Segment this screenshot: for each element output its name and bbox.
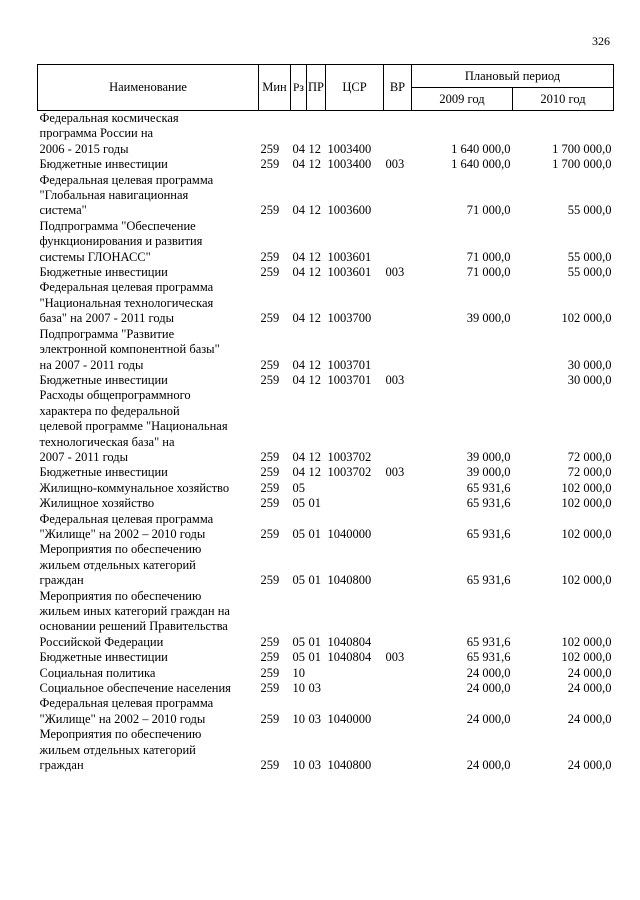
row-rz: 10 — [292, 665, 305, 680]
row-csr: 1003700 — [327, 311, 372, 326]
header-min: Мин — [259, 65, 291, 111]
row-amount-2009: 39 000,0 — [466, 449, 511, 464]
header-rz: Рз — [291, 65, 307, 111]
row-csr: 1003702 — [327, 449, 372, 464]
row-amount-2010: 24 000,0 — [567, 758, 612, 773]
row-amount-2010: 102 000,0 — [561, 480, 612, 495]
row-min: 259 — [260, 265, 280, 280]
row-amount-2010: 24 000,0 — [567, 711, 612, 726]
table-row — [38, 388, 614, 465]
header-year-2010: 2010 год — [513, 88, 614, 111]
row-min: 259 — [260, 141, 280, 156]
row-amount-2009: 65 931,6 — [466, 480, 511, 495]
row-name: Подпрограмма "Развитие электронной компонентной базы" на 2007 - 2011 годы — [39, 326, 220, 372]
row-min: 259 — [260, 357, 280, 372]
row-rz: 04 — [292, 265, 305, 280]
row-name: Бюджетные инвестиции — [39, 372, 168, 387]
row-pr: 12 — [308, 372, 321, 387]
table-row — [38, 496, 614, 511]
row-pr: 03 — [308, 711, 321, 726]
row-amount-2010: 24 000,0 — [567, 665, 612, 680]
table-row — [38, 696, 614, 727]
row-csr: 1003701 — [327, 357, 372, 372]
row-amount-2009: 71 000,0 — [466, 203, 511, 218]
row-min: 259 — [260, 372, 280, 387]
row-rz: 10 — [292, 758, 305, 773]
row-name: Бюджетные инвестиции — [39, 265, 168, 280]
row-rz: 04 — [292, 372, 305, 387]
row-csr: 1040800 — [327, 573, 372, 588]
row-csr: 1003701 — [327, 372, 372, 387]
row-amount-2009: 65 931,6 — [466, 573, 511, 588]
table-row — [38, 265, 614, 280]
row-rz: 04 — [292, 449, 305, 464]
row-vr: 003 — [385, 372, 405, 387]
row-amount-2009: 65 931,6 — [466, 526, 511, 541]
row-min: 259 — [260, 465, 280, 480]
row-vr — [384, 219, 412, 265]
table-row — [38, 666, 614, 681]
row-vr — [384, 696, 412, 727]
table-row — [38, 373, 614, 388]
header-year-2009: 2009 год — [412, 88, 513, 111]
row-rz: 04 — [292, 465, 305, 480]
row-rz: 04 — [292, 249, 305, 264]
row-name: Жилищное хозяйство — [39, 496, 155, 511]
row-pr: 12 — [308, 249, 321, 264]
row-pr: 12 — [308, 203, 321, 218]
row-vr — [384, 727, 412, 773]
row-vr — [384, 542, 412, 588]
row-pr: 01 — [308, 650, 321, 665]
row-name: Мероприятия по обеспечению жильем иных категорий граждан на основании решений Правительства Российской Федерации — [39, 588, 230, 649]
row-csr: 1040800 — [327, 758, 372, 773]
row-pr: 12 — [308, 465, 321, 480]
row-pr: 12 — [308, 311, 321, 326]
row-amount-2010: 102 000,0 — [561, 311, 612, 326]
row-csr: 1040000 — [327, 526, 372, 541]
header-vr: ВР — [384, 65, 412, 111]
row-name: Федеральная целевая программа "Глобальная навигационная система" — [39, 172, 214, 218]
row-name: Бюджетные инвестиции — [39, 465, 168, 480]
row-vr: 003 — [385, 265, 405, 280]
row-pr: 01 — [308, 496, 321, 511]
row-min: 259 — [260, 681, 280, 696]
row-min: 259 — [260, 203, 280, 218]
row-amount-2010: 24 000,0 — [567, 681, 612, 696]
row-pr — [307, 481, 326, 496]
row-vr: 003 — [385, 465, 405, 480]
row-min: 259 — [260, 496, 280, 511]
row-pr: 01 — [308, 634, 321, 649]
row-amount-2010: 55 000,0 — [567, 265, 612, 280]
row-csr — [326, 481, 384, 496]
row-vr — [384, 327, 412, 373]
row-name: Федеральная целевая программа "Национальная технологическая база" на 2007 - 2011 годы — [39, 280, 214, 326]
row-name: Федеральная космическая программа России на 2006 - 2015 годы — [39, 111, 179, 156]
header-name: Наименование — [38, 65, 259, 111]
row-amount-2010: 102 000,0 — [561, 634, 612, 649]
row-amount-2010: 72 000,0 — [567, 465, 612, 480]
row-csr: 1003600 — [327, 203, 372, 218]
row-min: 259 — [260, 480, 280, 495]
row-rz: 05 — [292, 573, 305, 588]
row-amount-2010: 72 000,0 — [567, 449, 612, 464]
row-rz: 04 — [292, 157, 305, 172]
row-rz: 05 — [292, 526, 305, 541]
row-rz: 05 — [292, 496, 305, 511]
row-amount-2010: 102 000,0 — [561, 526, 612, 541]
row-amount-2009: 39 000,0 — [466, 465, 511, 480]
row-amount-2009: 71 000,0 — [466, 249, 511, 264]
row-amount-2009: 24 000,0 — [466, 681, 511, 696]
table-row — [38, 219, 614, 265]
row-pr: 12 — [308, 265, 321, 280]
row-min: 259 — [260, 711, 280, 726]
table-row — [38, 681, 614, 696]
row-amount-2009: 1 640 000,0 — [451, 141, 511, 156]
row-vr — [384, 589, 412, 651]
row-amount-2010: 1 700 000,0 — [552, 141, 612, 156]
row-vr: 003 — [385, 650, 405, 665]
row-csr: 1003400 — [327, 157, 372, 172]
table-row — [38, 650, 614, 665]
row-vr — [384, 496, 412, 511]
table-row — [38, 481, 614, 496]
row-vr — [384, 388, 412, 465]
table-row — [38, 173, 614, 219]
row-amount-2010: 55 000,0 — [567, 249, 612, 264]
row-pr: 12 — [308, 141, 321, 156]
header-plan-period: Плановый период — [412, 65, 614, 88]
row-name: Социальное обеспечение населения — [39, 681, 231, 696]
row-amount-2009 — [412, 327, 513, 373]
row-name: Социальная политика — [39, 665, 156, 680]
row-name: Подпрограмма "Обеспечение функционирования и развития системы ГЛОНАСС" — [39, 218, 203, 264]
row-amount-2010: 102 000,0 — [561, 573, 612, 588]
row-rz: 04 — [292, 357, 305, 372]
row-min: 259 — [260, 650, 280, 665]
row-name: Бюджетные инвестиции — [39, 650, 168, 665]
table-row — [38, 465, 614, 480]
row-rz: 05 — [292, 480, 305, 495]
row-name: Федеральная целевая программа "Жилище" на 2002 – 2010 годы — [39, 696, 214, 726]
table-row — [38, 327, 614, 373]
row-name: Расходы общепрограммного характера по федеральной целевой программе "Национальная технологическая база" на 2007 - 2011 годы — [39, 388, 228, 464]
row-pr: 12 — [308, 157, 321, 172]
row-csr: 1040804 — [327, 650, 372, 665]
row-vr — [384, 481, 412, 496]
row-vr — [384, 666, 412, 681]
row-amount-2009: 39 000,0 — [466, 311, 511, 326]
row-pr: 01 — [308, 573, 321, 588]
table-row — [38, 280, 614, 326]
row-name: Федеральная целевая программа "Жилище" на 2002 – 2010 годы — [39, 511, 214, 541]
row-vr — [384, 512, 412, 543]
row-name: Мероприятия по обеспечению жильем отдельных категорий граждан — [39, 542, 202, 588]
row-amount-2010: 102 000,0 — [561, 496, 612, 511]
row-vr — [384, 173, 412, 219]
row-amount-2009: 65 931,6 — [466, 634, 511, 649]
row-csr: 1040000 — [327, 711, 372, 726]
row-csr — [326, 666, 384, 681]
row-rz: 10 — [292, 681, 305, 696]
table-body — [38, 111, 614, 774]
table-row — [38, 157, 614, 172]
row-min: 259 — [260, 573, 280, 588]
table-row — [38, 727, 614, 773]
row-csr — [326, 496, 384, 511]
row-csr: 1040804 — [327, 634, 372, 649]
row-csr: 1003400 — [327, 141, 372, 156]
row-rz: 10 — [292, 711, 305, 726]
row-amount-2009 — [412, 373, 513, 388]
row-min: 259 — [260, 526, 280, 541]
row-rz: 04 — [292, 141, 305, 156]
row-min: 259 — [260, 634, 280, 649]
row-pr: 03 — [308, 758, 321, 773]
row-name: Жилищно-коммунальное хозяйство — [39, 480, 230, 495]
header-pr: ПР — [307, 65, 326, 111]
row-csr: 1003601 — [327, 249, 372, 264]
row-vr: 003 — [385, 157, 405, 172]
row-min: 259 — [260, 758, 280, 773]
row-min: 259 — [260, 311, 280, 326]
row-rz: 05 — [292, 650, 305, 665]
page-number: 326 — [592, 34, 610, 48]
row-min: 259 — [260, 449, 280, 464]
row-amount-2009: 24 000,0 — [466, 665, 511, 680]
table-row — [38, 111, 614, 158]
table-row — [38, 512, 614, 543]
row-pr: 01 — [308, 526, 321, 541]
row-csr: 1003702 — [327, 465, 372, 480]
row-amount-2010: 30 000,0 — [567, 357, 612, 372]
row-amount-2010: 1 700 000,0 — [552, 157, 612, 172]
header-row — [38, 65, 614, 88]
row-amount-2009: 65 931,6 — [466, 496, 511, 511]
row-amount-2010: 55 000,0 — [567, 203, 612, 218]
row-pr: 03 — [308, 681, 321, 696]
table-row — [38, 542, 614, 588]
row-pr — [307, 666, 326, 681]
row-amount-2009: 65 931,6 — [466, 650, 511, 665]
row-csr — [326, 681, 384, 696]
row-name: Мероприятия по обеспечению жильем отдельных категорий граждан — [39, 727, 202, 773]
row-pr: 12 — [308, 357, 321, 372]
row-amount-2009: 71 000,0 — [466, 265, 511, 280]
row-pr: 12 — [308, 449, 321, 464]
row-csr: 1003601 — [327, 265, 372, 280]
row-amount-2009: 1 640 000,0 — [451, 157, 511, 172]
row-vr — [384, 111, 412, 158]
header-csr: ЦСР — [326, 65, 384, 111]
row-amount-2009: 24 000,0 — [466, 711, 511, 726]
row-rz: 05 — [292, 634, 305, 649]
row-amount-2010: 30 000,0 — [567, 372, 612, 387]
row-name: Бюджетные инвестиции — [39, 157, 168, 172]
row-min: 259 — [260, 665, 280, 680]
row-amount-2009: 24 000,0 — [466, 758, 511, 773]
row-rz: 04 — [292, 203, 305, 218]
row-amount-2010: 102 000,0 — [561, 650, 612, 665]
row-vr — [384, 280, 412, 326]
table-row — [38, 589, 614, 651]
row-vr — [384, 681, 412, 696]
budget-table — [37, 64, 614, 773]
row-min: 259 — [260, 157, 280, 172]
row-rz: 04 — [292, 311, 305, 326]
row-min: 259 — [260, 249, 280, 264]
